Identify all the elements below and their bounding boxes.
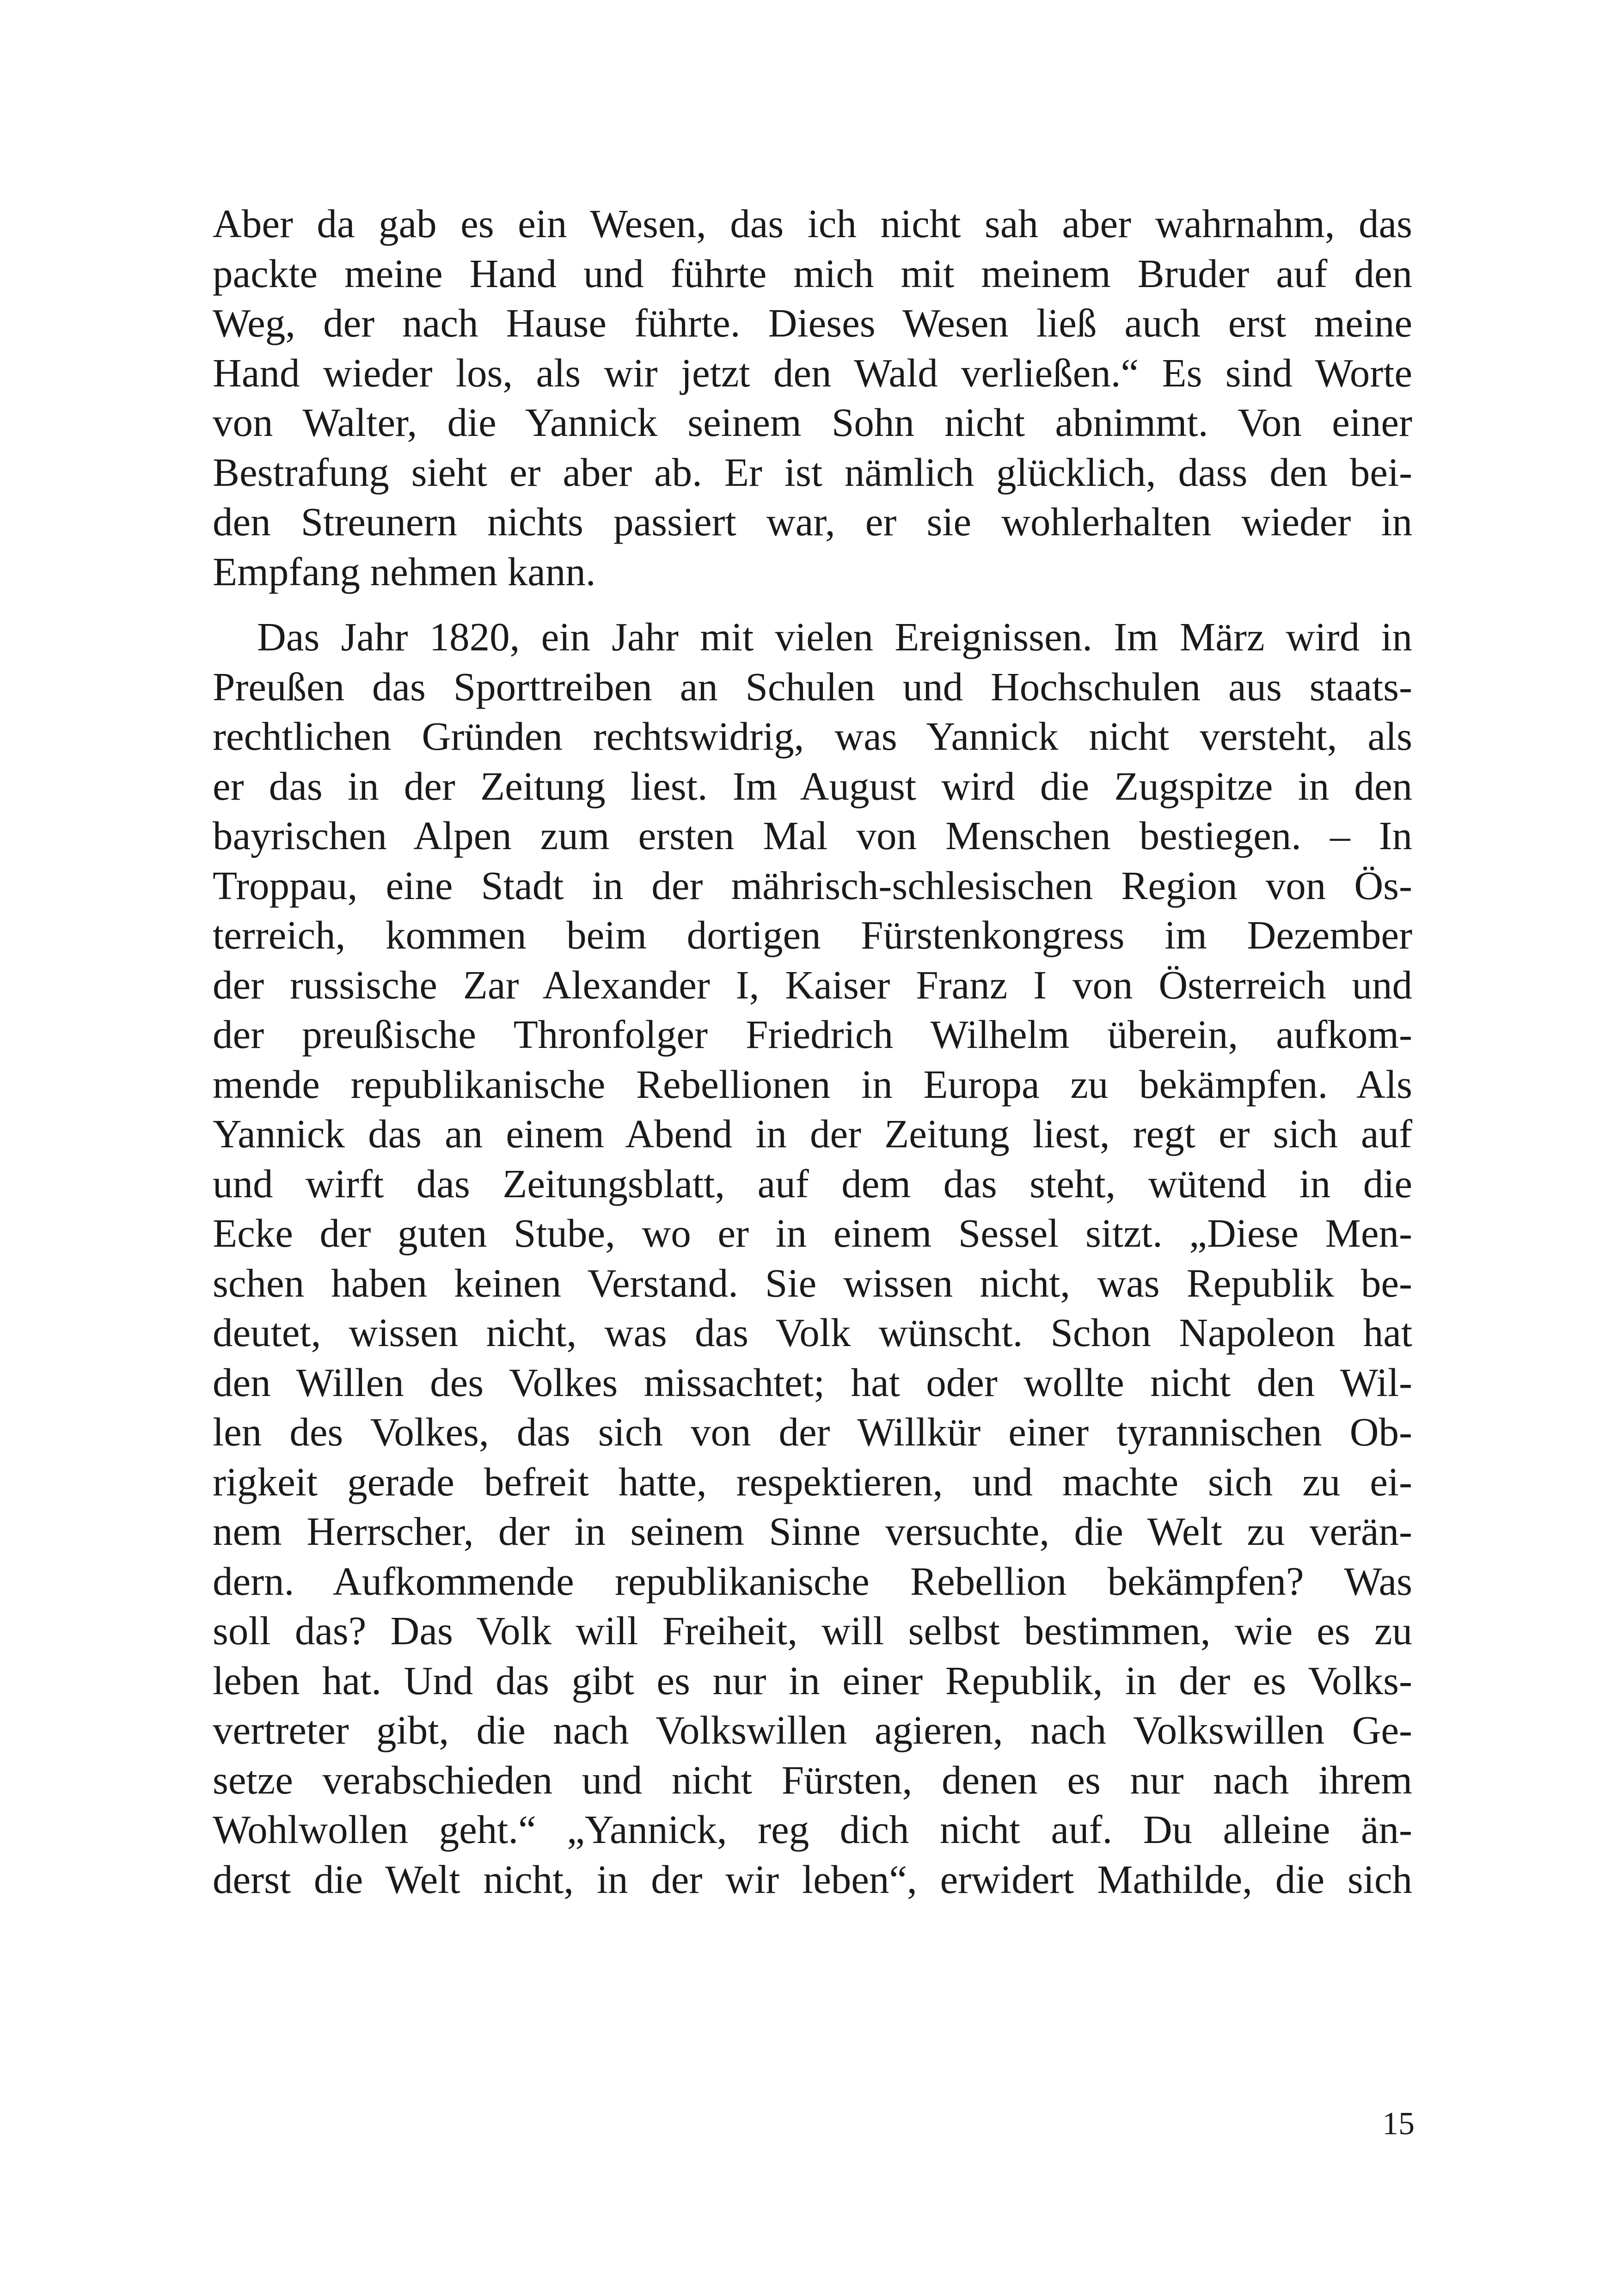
text-line: Preußen das Sporttreiben an Schulen und Hochschulen aus staats- bbox=[213, 664, 1412, 709]
paragraph-2 bbox=[213, 612, 1412, 1904]
text-line: nem Herrscher, der in seinem Sinne versuchte, die Welt zu verän- bbox=[213, 1509, 1412, 1554]
text-line: den Willen des Volkes missachtet; hat oder wollte nicht den Wil- bbox=[213, 1359, 1412, 1405]
text-line: Yannick das an einem Abend in der Zeitung liest, regt er sich auf bbox=[213, 1111, 1412, 1156]
text-line: Bestrafung sieht er aber ab. Er ist nämlich glücklich, dass den bei- bbox=[213, 449, 1412, 495]
text-line: packte meine Hand und führte mich mit meinem Bruder auf den bbox=[213, 251, 1412, 296]
text-line: soll das? Das Volk will Freiheit, will selbst bestimmen, wie es zu bbox=[213, 1608, 1412, 1653]
text-line: derst die Welt nicht, in der wir leben“, erwidert Mathilde, die sich bbox=[213, 1856, 1412, 1902]
text-line: vertreter gibt, die nach Volkswillen agieren, nach Volkswillen Ge- bbox=[213, 1708, 1412, 1752]
text-line: der russische Zar Alexander I, Kaiser Franz I von Österreich und bbox=[213, 962, 1412, 1007]
page-number: 15 bbox=[1382, 2106, 1415, 2142]
text-line: und wirft das Zeitungsblatt, auf dem das steht, wütend in die bbox=[213, 1161, 1412, 1206]
text-line: deutet, wissen nicht, was das Volk wünscht. Schon Napoleon hat bbox=[213, 1310, 1412, 1355]
text-line: Das Jahr 1820, ein Jahr mit vielen Ereignissen. Im März wird in bbox=[257, 614, 1412, 659]
text-line: schen haben keinen Verstand. Sie wissen nicht, was Republik be- bbox=[213, 1260, 1412, 1305]
text-line: der preußische Thronfolger Friedrich Wilhelm überein, aufkom- bbox=[213, 1012, 1412, 1057]
text-line: Ecke der guten Stube, wo er in einem Sessel sitzt. „Diese Men- bbox=[213, 1211, 1412, 1255]
text-line: Wohlwollen geht.“ „Yannick, reg dich nicht auf. Du alleine än- bbox=[213, 1807, 1412, 1852]
text-line: dern. Aufkommende republikanische Rebellion bekämpfen? Was bbox=[213, 1558, 1412, 1604]
paragraph-1 bbox=[213, 199, 1412, 596]
text-line: rechtlichen Gründen rechtswidrig, was Yannick nicht versteht, als bbox=[213, 714, 1412, 759]
text-line: bayrischen Alpen zum ersten Mal von Menschen bestiegen. – In bbox=[213, 813, 1412, 858]
text-line: setze verabschieden und nicht Fürsten, denen es nur nach ihrem bbox=[213, 1757, 1412, 1802]
text-line: Aber da gab es ein Wesen, das ich nicht sah aber wahrnahm, das bbox=[213, 201, 1412, 246]
text-line: von Walter, die Yannick seinem Sohn nicht abnimmt. Von einer bbox=[213, 400, 1412, 445]
text-line: mende republikanische Rebellionen in Europa zu bekämpfen. Als bbox=[213, 1061, 1412, 1107]
text-line: leben hat. Und das gibt es nur in einer Republik, in der es Volks- bbox=[213, 1658, 1412, 1703]
text-line: rigkeit gerade befreit hatte, respektieren, und machte sich zu ei- bbox=[213, 1459, 1412, 1504]
text-line: Weg, der nach Hause führte. Dieses Wesen ließ auch erst meine bbox=[213, 300, 1412, 345]
text-line: Troppau, eine Stadt in der mährisch-schlesischen Region von Ös- bbox=[213, 863, 1412, 908]
text-line: Hand wieder los, als wir jetzt den Wald verließen.“ Es sind Worte bbox=[213, 350, 1412, 395]
text-line: len des Volkes, das sich von der Willkür einer tyrannischen Ob- bbox=[213, 1409, 1412, 1454]
text-line: er das in der Zeitung liest. Im August wird die Zugspitze in den bbox=[213, 763, 1412, 808]
text-line: terreich, kommen beim dortigen Fürstenkongress im Dezember bbox=[213, 912, 1412, 957]
text-line: den Streunern nichts passiert war, er sie wohlerhalten wieder in bbox=[213, 499, 1412, 544]
page-body bbox=[213, 199, 1412, 1904]
text-line: Empfang nehmen kann. bbox=[213, 549, 596, 594]
